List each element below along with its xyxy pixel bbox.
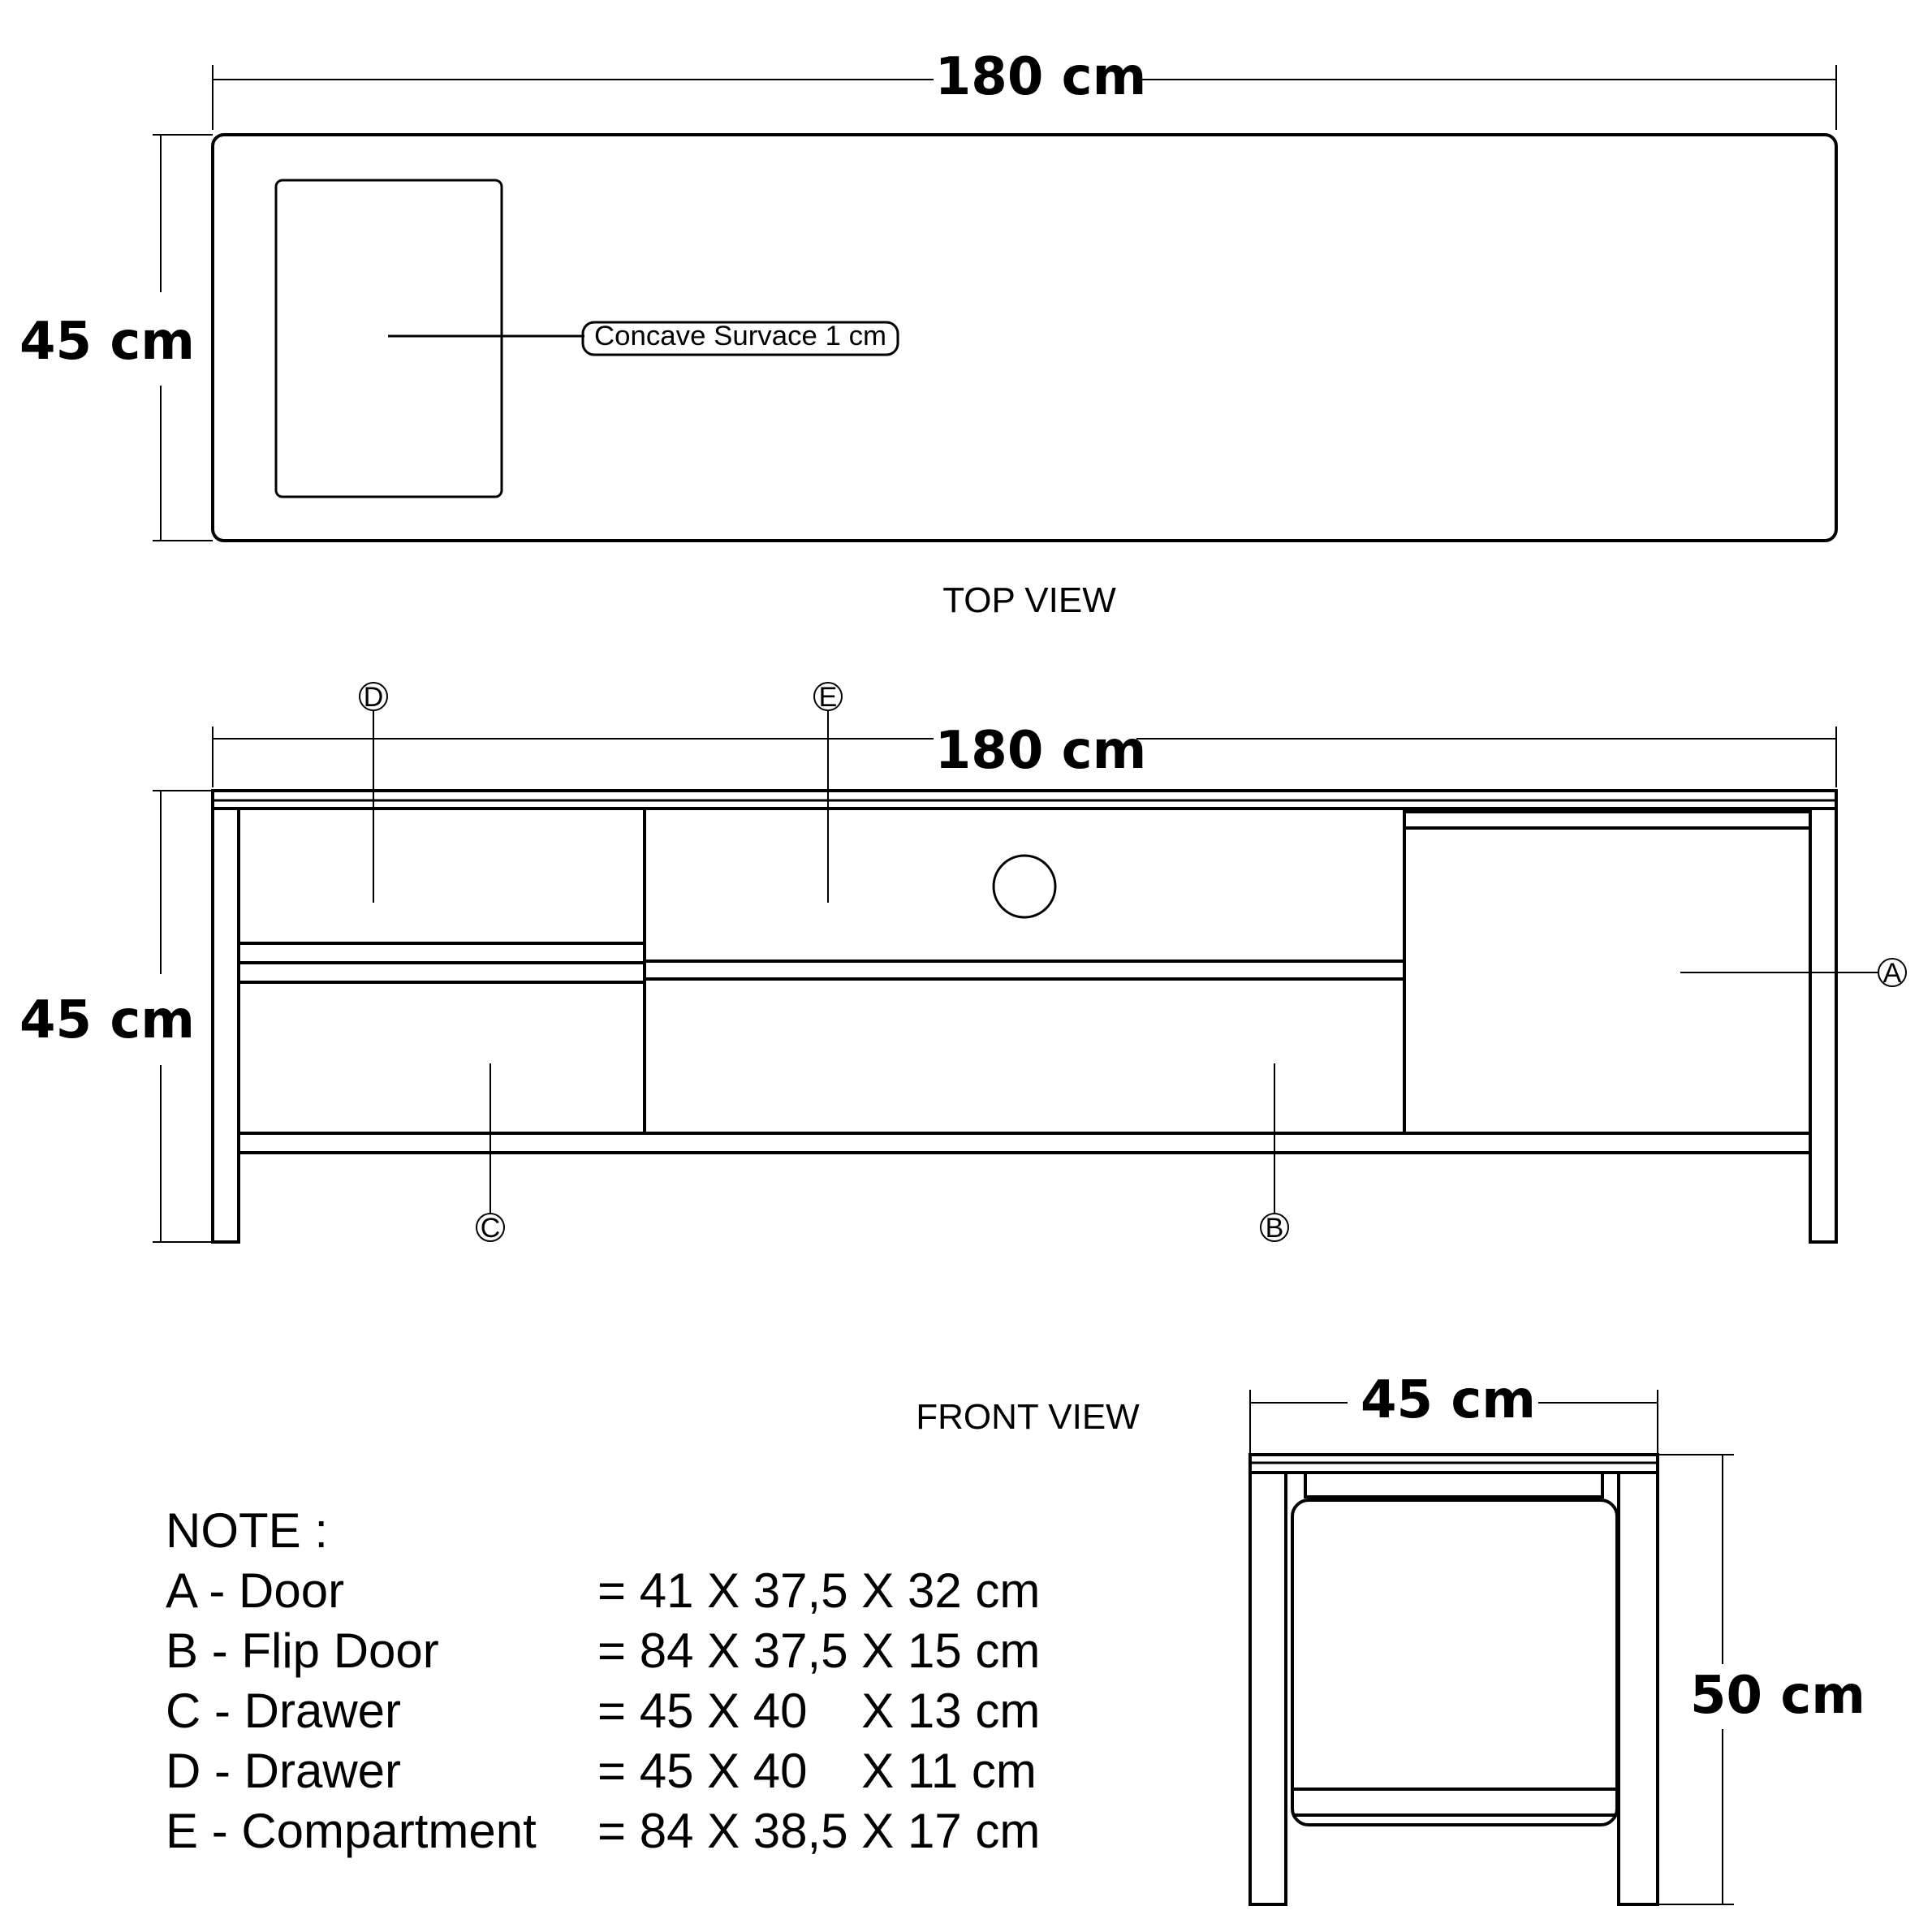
note-e-dims: = 84 X 38,5 X 17 cm xyxy=(597,1804,1041,1858)
note-c-dims: = 45 X 40 X 13 cm xyxy=(597,1684,1041,1738)
top-view-caption: TOP VIEW xyxy=(942,580,1116,620)
note-d-label: D - Drawer xyxy=(166,1744,402,1798)
cable-hole xyxy=(994,856,1055,917)
concave-callout-text: Concave Survace 1 cm xyxy=(594,321,886,351)
tabletop-outline xyxy=(213,135,1836,541)
marker-d-label: D xyxy=(363,682,384,713)
side-width-label: 45 cm xyxy=(1361,1370,1536,1430)
top-view xyxy=(153,65,1836,541)
side-apron xyxy=(1305,1473,1602,1497)
front-left-leg xyxy=(213,809,239,1242)
side-door-panel xyxy=(1292,1500,1617,1825)
notes-heading: NOTE : xyxy=(166,1503,329,1558)
note-e-label: E - Compartment xyxy=(166,1804,537,1858)
notes-block xyxy=(166,1503,1040,1858)
note-a-label: A - Door xyxy=(166,1563,345,1618)
front-view-caption: FRONT VIEW xyxy=(916,1397,1140,1437)
top-depth-label: 45 cm xyxy=(19,312,195,372)
side-right-leg xyxy=(1619,1473,1658,1904)
side-left-leg xyxy=(1250,1473,1286,1904)
front-height-label: 45 cm xyxy=(19,990,195,1050)
note-d-dims: = 45 X 40 X 11 cm xyxy=(597,1744,1037,1798)
top-width-label: 180 cm xyxy=(934,47,1147,107)
note-b-label: B - Flip Door xyxy=(166,1624,439,1678)
front-width-label: 180 cm xyxy=(934,721,1147,781)
note-a-dims: = 41 X 37,5 X 32 cm xyxy=(597,1563,1041,1618)
front-right-leg xyxy=(1810,809,1836,1242)
marker-c-label: C xyxy=(480,1213,501,1244)
concave-surface-recess xyxy=(276,180,502,497)
marker-a-label: A xyxy=(1882,958,1902,989)
note-c-label: C - Drawer xyxy=(166,1684,402,1738)
side-view xyxy=(1250,1390,1734,1904)
marker-b-label: B xyxy=(1265,1213,1284,1244)
marker-e-label: E xyxy=(818,682,838,713)
note-b-dims: = 84 X 37,5 X 15 cm xyxy=(597,1624,1041,1678)
side-height-label: 50 cm xyxy=(1690,1666,1865,1726)
